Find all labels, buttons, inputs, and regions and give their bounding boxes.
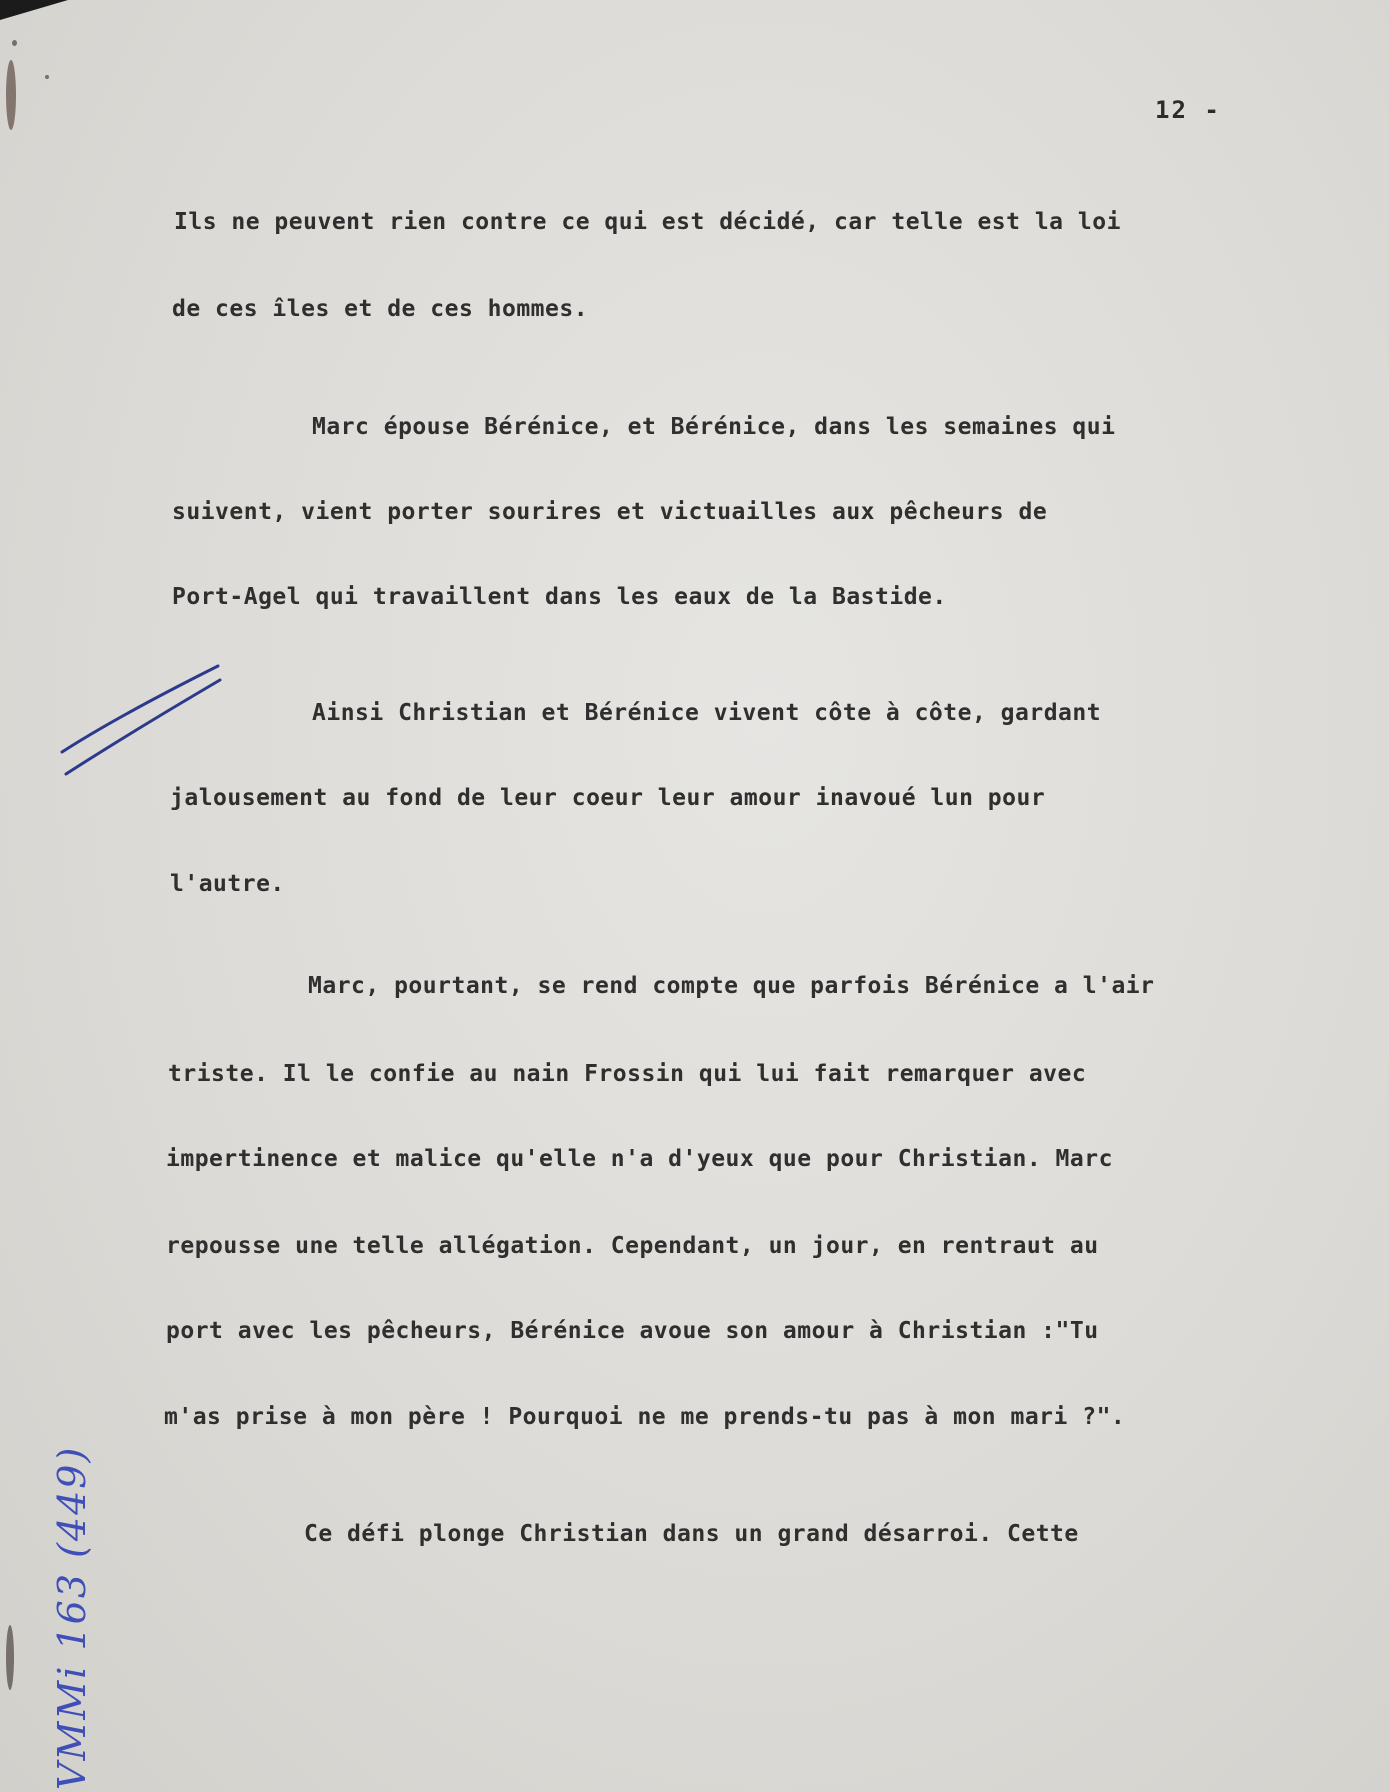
text-line: de ces îles et de ces hommes. bbox=[172, 296, 589, 322]
text-line: impertinence et malice qu'elle n'a d'yeux que pour Christian. Marc bbox=[166, 1146, 1113, 1172]
margin-stain bbox=[6, 1625, 14, 1690]
text-line: port avec les pêcheurs, Bérénice avoue son amour à Christian :"Tu bbox=[166, 1318, 1099, 1344]
corner-mark bbox=[0, 0, 68, 20]
margin-stain bbox=[6, 60, 16, 130]
archive-reference-annotation: VMMi 163 (449) bbox=[50, 1445, 94, 1790]
margin-stain bbox=[45, 75, 49, 79]
text-line: suivent, vient porter sourires et victuailles aux pêcheurs de bbox=[172, 499, 1048, 525]
text-line: triste. Il le confie au nain Frossin qui lui fait remarquer avec bbox=[168, 1061, 1087, 1087]
text-line: Marc, pourtant, se rend compte que parfois Bérénice a l'air bbox=[308, 973, 1155, 999]
text-line: Ce défi plonge Christian dans un grand désarroi. Cette bbox=[304, 1521, 1079, 1547]
page-number: 12 - bbox=[1155, 96, 1221, 124]
text-line: Ils ne peuvent rien contre ce qui est décidé, car telle est la loi bbox=[174, 209, 1121, 235]
pen-slash-mark bbox=[58, 664, 228, 784]
text-line: Ainsi Christian et Bérénice vivent côte à côte, gardant bbox=[312, 700, 1102, 726]
text-line: jalousement au fond de leur coeur leur amour inavoué lun pour bbox=[170, 785, 1046, 811]
margin-stain bbox=[12, 40, 17, 46]
text-line: Marc épouse Bérénice, et Bérénice, dans les semaines qui bbox=[312, 414, 1116, 440]
text-line: m'as prise à mon père ! Pourquoi ne me prends-tu pas à mon mari ?". bbox=[164, 1404, 1126, 1430]
text-line: repousse une telle allégation. Cependant, un jour, en rentraut au bbox=[166, 1233, 1099, 1259]
text-line: l'autre. bbox=[170, 871, 285, 897]
text-line: Port-Agel qui travaillent dans les eaux de la Bastide. bbox=[172, 584, 947, 610]
